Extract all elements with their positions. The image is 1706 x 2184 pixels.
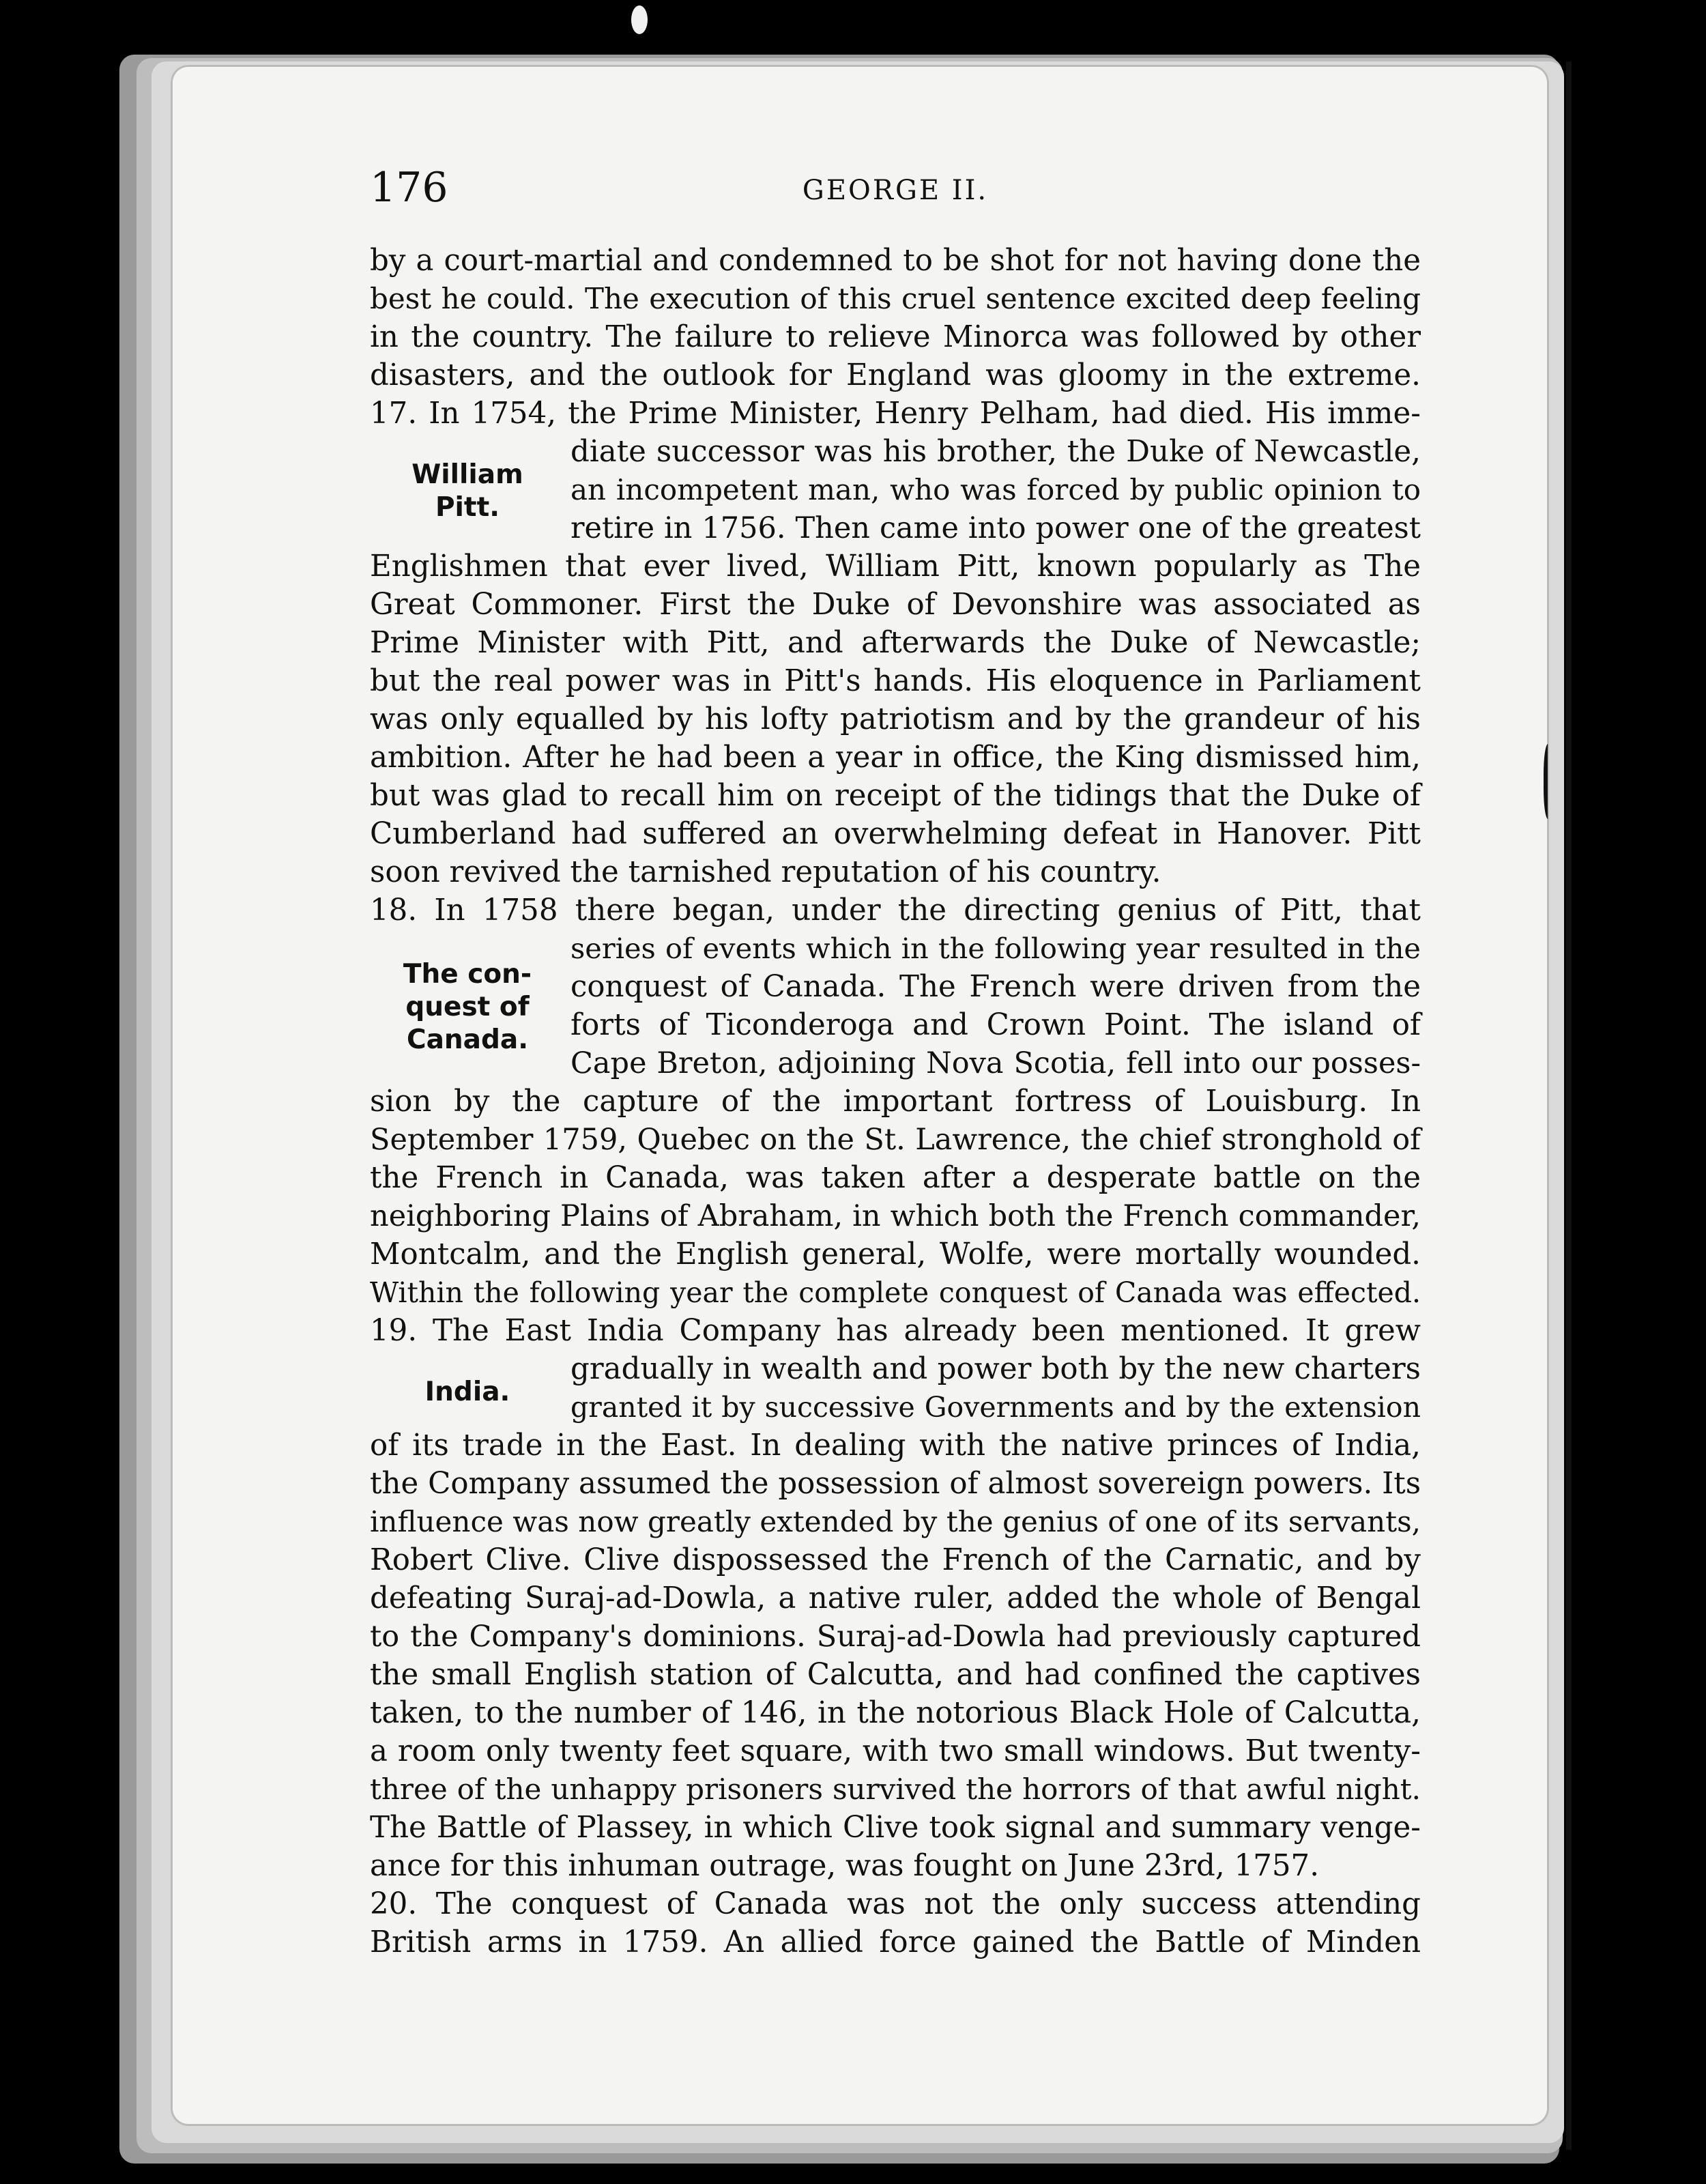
text-line: the French in Canada, was taken after a desperate battle on the — [370, 1161, 1421, 1195]
text-line: Robert Clive. Clive dispossessed the French of the Carnatic, and by — [370, 1543, 1421, 1577]
text-line: diate successor was his brother, the Duke of Newcastle, — [570, 435, 1421, 469]
text-line: best he could. The execution of this cruel sentence excited deep feeling — [370, 282, 1421, 315]
text-line: 20. The conquest of Canada was not the only success attending — [370, 1887, 1421, 1921]
side-note-line: William — [411, 459, 523, 490]
text-line: Great Commoner. First the Duke of Devonshire was associated as — [370, 588, 1421, 622]
side-note-william-pitt — [399, 459, 536, 524]
text-line: September 1759, Quebec on the St. Lawrence, the chief stronghold of — [370, 1123, 1421, 1157]
text-line: conquest of Canada. The French were driven from the — [570, 970, 1421, 1004]
text-line: disasters, and the outlook for England was gloomy in the extreme. — [370, 358, 1421, 392]
text-line: soon revived the tarnished reputation of his country. — [370, 855, 1161, 889]
text-line: but was glad to recall him on receipt of the tidings that the Duke of — [370, 779, 1421, 813]
text-line: but the real power was in Pitt's hands. His eloquence in Parliament — [370, 664, 1421, 698]
text-line: Englishmen that ever lived, William Pitt, known popularly as The — [370, 549, 1421, 584]
side-note-conquest-of-canada — [399, 958, 536, 1057]
text-line: gradually in wealth and power both by the new charters — [570, 1352, 1421, 1386]
running-title: GEORGE II. — [802, 175, 989, 206]
text-line: defeating Suraj-ad-Dowla, a native ruler, added the whole of Bengal — [370, 1581, 1421, 1615]
text-line: 19. The East India Company has already been mentioned. It grew — [370, 1314, 1421, 1348]
side-note-line: India. — [424, 1377, 510, 1407]
text-line: British arms in 1759. An allied force gained the Battle of Minden — [370, 1925, 1421, 1959]
side-note-line: quest of — [405, 992, 530, 1022]
text-line: Montcalm, and the English general, Wolfe, were mortally wounded. — [370, 1237, 1421, 1271]
text-line: granted it by successive Governments and by the extension — [570, 1391, 1421, 1424]
text-line: Cape Breton, adjoining Nova Scotia, fell into our posses- — [570, 1046, 1421, 1080]
facing-page-mark — [1544, 744, 1555, 819]
page-number: 176 — [370, 164, 448, 212]
text-line: the small English station of Calcutta, and had confined the captives — [370, 1658, 1421, 1692]
text-line: Cumberland had suffered an overwhelming defeat in Hanover. Pitt — [370, 817, 1421, 851]
text-line: forts of Ticonderoga and Crown Point. The island of — [570, 1008, 1421, 1042]
side-note-line: The con- — [403, 959, 532, 990]
text-line: an incompetent man, who was forced by public opinion to — [570, 473, 1421, 506]
text-line: taken, to the number of 146, in the notorious Black Hole of Calcutta, — [370, 1696, 1421, 1730]
text-line: retire in 1756. Then came into power one of the greatest — [570, 511, 1421, 545]
page-gutter-line — [1566, 61, 1572, 2150]
text-line: influence was now greatly extended by the genius of one of its servants, — [370, 1505, 1421, 1538]
text-line: in the country. The failure to relieve Minorca was followed by other — [370, 320, 1421, 354]
text-line: ambition. After he had been a year in office, the King dismissed him, — [370, 741, 1421, 775]
page-header — [370, 164, 1421, 218]
text-line: neighboring Plains of Abraham, in which both the French commander, — [370, 1199, 1421, 1233]
text-line: was only equalled by his lofty patriotism and by the grandeur of his — [370, 702, 1421, 736]
text-line: of its trade in the East. In dealing with the native princes of India, — [370, 1428, 1421, 1463]
text-line: Prime Minister with Pitt, and afterwards the Duke of Newcastle; — [370, 626, 1421, 660]
text-line: ance for this inhuman outrage, was fought on June 23rd, 1757. — [370, 1849, 1320, 1883]
text-line: 18. In 1758 there began, under the directing genius of Pitt, that — [370, 893, 1421, 928]
text-line: 17. In 1754, the Prime Minister, Henry Pelham, had died. His imme- — [370, 397, 1421, 431]
text-line: to the Company's dominions. Suraj-ad-Dowla had previously captured — [370, 1620, 1421, 1654]
text-line: sion by the capture of the important fortress of Louisburg. In — [370, 1084, 1421, 1119]
text-line: three of the unhappy prisoners survived the horrors of that awful night. — [370, 1772, 1421, 1806]
side-note-line: Canada. — [406, 1024, 529, 1055]
text-line: series of events which in the following year resulted in the — [570, 932, 1421, 965]
scan-blemish — [631, 5, 648, 34]
side-note-india — [399, 1376, 536, 1409]
text-line: the Company assumed the possession of almost sovereign powers. Its — [370, 1467, 1421, 1501]
text-line: a room only twenty feet square, with two small windows. But twenty- — [370, 1734, 1421, 1768]
text-line: The Battle of Plassey, in which Clive took signal and summary venge- — [370, 1811, 1421, 1845]
text-line: Within the following year the complete conquest of Canada was effected. — [370, 1276, 1421, 1309]
text-line: by a court-martial and condemned to be shot for not having done the — [370, 244, 1421, 278]
side-note-line: Pitt. — [435, 492, 500, 523]
